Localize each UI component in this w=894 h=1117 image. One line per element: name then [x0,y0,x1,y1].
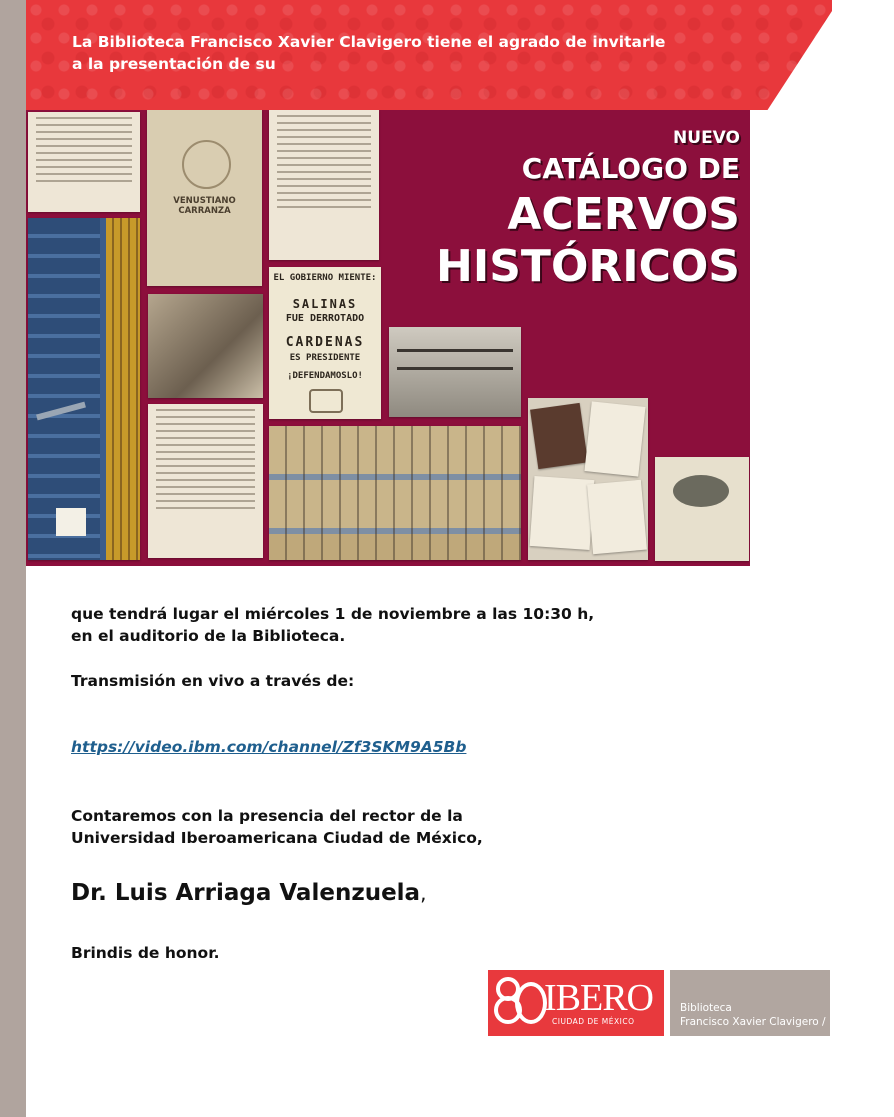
intro-line-1: La Biblioteca Francisco Xavier Clavigero tiene el agrado de invitarle [72,33,666,51]
ibero-subtitle: CIUDAD DE MÉXICO [552,1017,635,1026]
poster-line-4: CARDENAS [285,335,365,350]
vignette-icon [673,475,729,507]
catalog-title [406,128,740,292]
document-name: VENUSTIANO CARRANZA [173,196,236,216]
title-catalogo: CATÁLOGO DE [521,152,740,185]
eighty-icon-zero [515,982,547,1024]
presence-line-2: Universidad Iberoamericana Ciudad de México, [71,829,483,847]
share-certificate-photo [655,457,749,561]
toast-note: Brindis de honor. [71,944,220,962]
political-poster-photo [269,267,381,419]
title-acervos: ACERVOS [507,189,740,240]
left-side-stripe [0,0,26,1117]
library-line-1: Biblioteca [680,1002,732,1014]
event-line-1: que tendrá lugar el miércoles 1 de noviembre a las 10:30 h, [71,605,595,623]
handwritten-letter-photo [28,112,140,212]
poster-line-2: SALINAS [292,297,358,311]
rector-name: Dr. Luis Arriaga Valenzuela [71,880,421,906]
presence-text [71,805,483,849]
typed-document-photo [148,404,263,558]
ibero-logo [488,970,664,1036]
event-line-2: en el auditorio de la Biblioteca. [71,627,346,645]
poster-line-1: EL GOBIERNO MIENTE: [273,273,377,283]
poster-line-6: ¡DEFENDAMOSLO! [287,371,363,381]
biplane-photo [389,327,521,417]
rector-name-line [71,880,426,906]
poster-line-5: ES PRESIDENTE [289,353,361,363]
title-historicos: HISTÓRICOS [436,241,740,292]
rector-comma: , [420,881,427,905]
catalog-hero-image [26,110,750,566]
ledgers-photo [528,398,648,560]
title-nuevo: NUEVO [673,128,740,148]
national-emblem-icon [182,140,231,189]
invitation-intro [72,31,712,75]
carranza-document-photo [147,110,262,286]
ibero-wordmark: IBERO [544,977,653,1019]
library-line-2: Francisco Xavier Clavigero / [680,1016,826,1028]
stream-link[interactable]: https://video.ibm.com/channel/Zf3SKM9A5Bb [71,738,467,756]
archive-shelves-photo [28,218,140,560]
historic-machinery-photo [148,294,263,398]
intro-line-2: a la presentación de su [72,55,276,73]
presence-line-1: Contaremos con la presencia del rector de la [71,807,463,825]
stamp-icon [309,389,343,413]
poster-line-3: FUE DERROTADO [285,313,365,324]
stream-label: Transmisión en vivo a través de: [71,672,355,690]
binder-archive-photo [269,426,521,560]
library-logo [670,970,830,1036]
event-details [71,603,594,647]
typed-letter-photo [269,110,379,260]
